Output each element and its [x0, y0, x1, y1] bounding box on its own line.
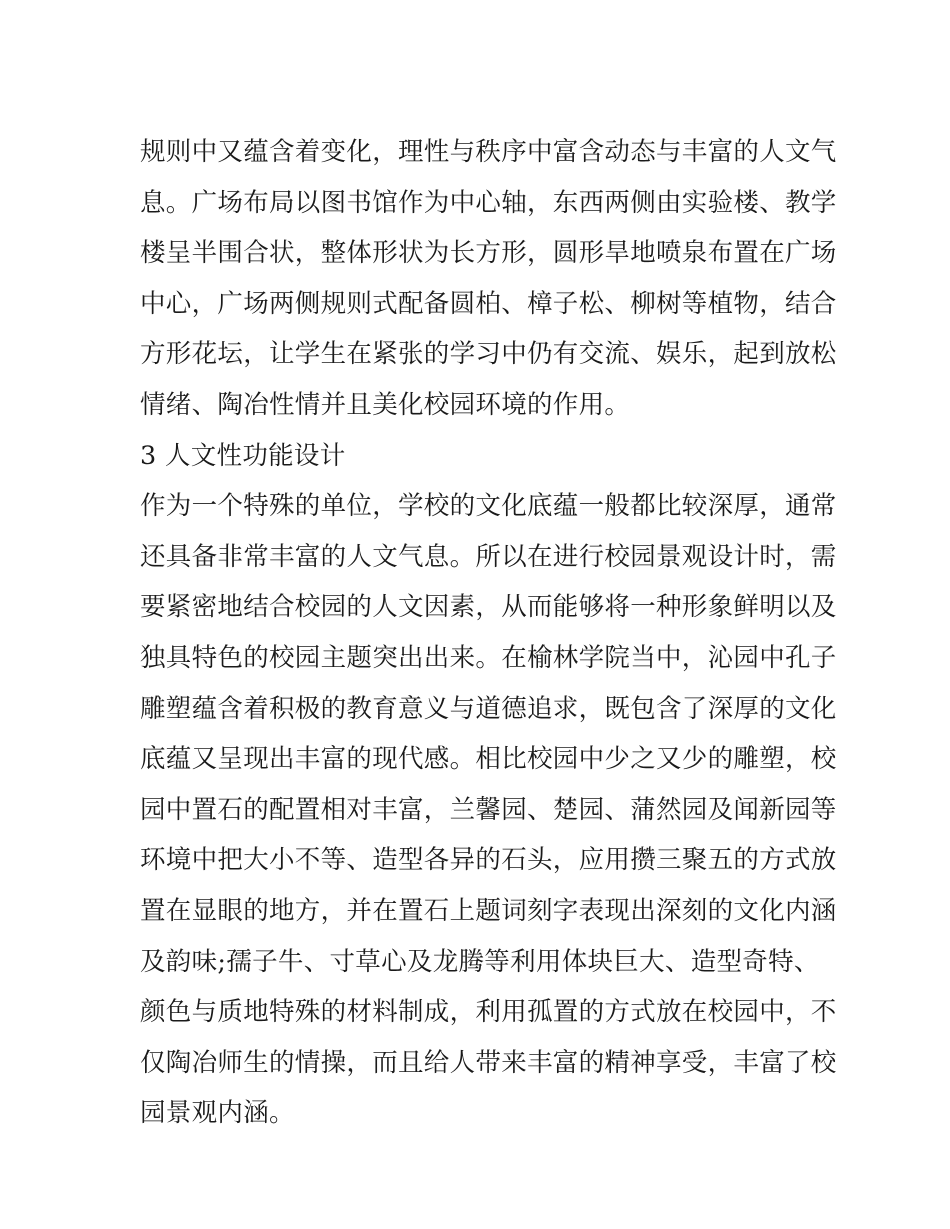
paragraph-campus-plaza — [140, 127, 837, 431]
document-page — [140, 127, 837, 1139]
text-line: 仅陶冶师生的情操，而且给人带来丰富的精神享受，丰富了校 — [140, 1047, 837, 1078]
text-line: 息。广场布局以图书馆作为中心轴，东西两侧由实验楼、教学 — [140, 187, 837, 218]
text-line: 规则中又蕴含着变化，理性与秩序中富含动态与丰富的人文气 — [140, 137, 837, 167]
text-line: 要紧密地结合校园的人文因素，从而能够将一种形象鲜明以及 — [140, 592, 837, 623]
text-line: 及韵味;孺子牛、寸草心及龙腾等利用体块巨大、造型奇特、 — [140, 946, 820, 977]
text-line: 还具备非常丰富的人文气息。所以在进行校园景观设计时，需 — [140, 541, 837, 572]
text-line: 置在显眼的地方，并在置石上题词刻字表现出深刻的文化内涵 — [140, 895, 837, 926]
text-line: 底蕴又呈现出丰富的现代感。相比校园中少之又少的雕塑，校 — [140, 744, 837, 775]
text-line: 楼呈半围合状，整体形状为长方形，圆形旱地喷泉布置在广场 — [140, 238, 837, 269]
text-line: 雕塑蕴含着积极的教育意义与道德追求，既包含了深厚的文化 — [140, 693, 837, 724]
text-line: 园中置石的配置相对丰富，兰馨园、楚园、蒲然园及闻新园等 — [140, 794, 837, 825]
text-line: 中心，广场两侧规则式配备圆柏、樟子松、柳树等植物，结合 — [140, 288, 837, 319]
text-line: 情绪、陶冶性情并且美化校园环境的作用。 — [140, 389, 631, 420]
text-line: 园景观内涵。 — [140, 1098, 295, 1129]
text-line: 环境中把大小不等、造型各异的石头，应用攒三聚五的方式放 — [140, 845, 837, 876]
paragraph-humanistic-design — [140, 481, 837, 1139]
text-line: 方形花坛，让学生在紧张的学习中仍有交流、娱乐，起到放松 — [140, 339, 837, 370]
text-line: 颜色与质地特殊的材料制成，利用孤置的方式放在校园中，不 — [140, 997, 837, 1028]
text-line: 作为一个特殊的单位，学校的文化底蕴一般都比较深厚，通常 — [140, 491, 837, 522]
section-heading: 3 人文性功能设计 — [140, 440, 346, 471]
text-line: 独具特色的校园主题突出出来。在榆林学院当中，沁园中孔子 — [140, 642, 837, 673]
